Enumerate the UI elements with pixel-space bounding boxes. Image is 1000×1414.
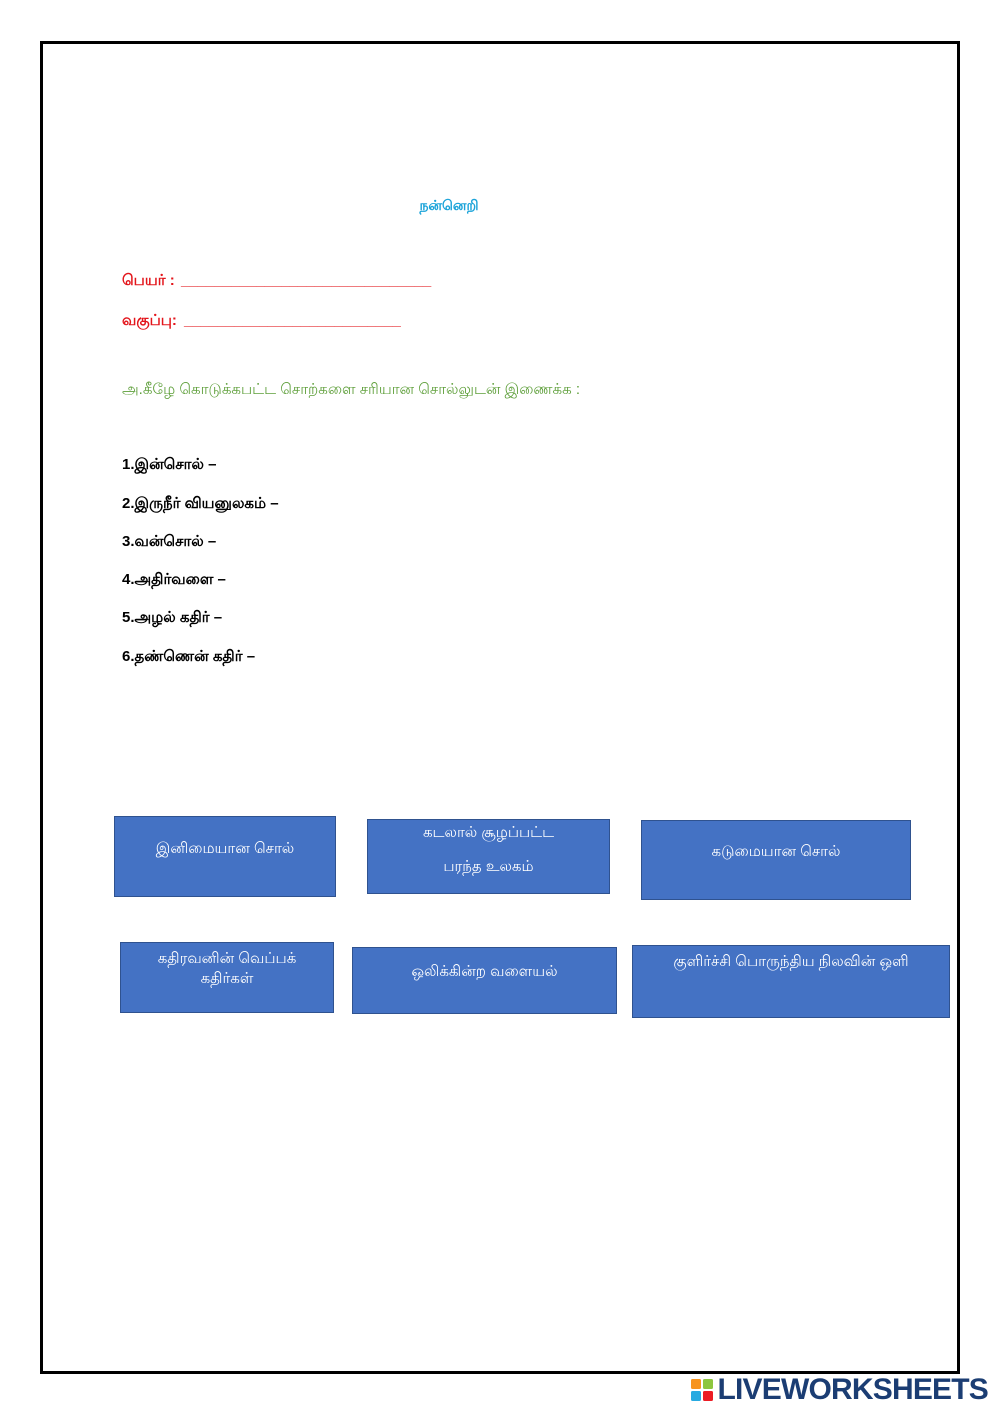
answer-box-text: பரந்த உலகம் bbox=[443, 858, 534, 875]
liveworksheets-logo[interactable] bbox=[688, 1374, 988, 1406]
answer-box-text: குளிர்ச்சி பொருந்திய நிலவின் ஒளி bbox=[673, 953, 909, 970]
class-blank-line: __________________________ bbox=[184, 312, 401, 329]
answer-box-4[interactable] bbox=[120, 942, 334, 1013]
answer-box-3[interactable] bbox=[641, 820, 911, 900]
worksheet-title: நன்னெறி bbox=[419, 197, 479, 213]
question-item-5: 5.அழல் கதிர் – bbox=[122, 609, 223, 626]
answer-box-text: ஒலிக்கின்ற வளையல் bbox=[411, 963, 558, 980]
question-item-1: 1.இன்சொல் – bbox=[122, 456, 217, 473]
question-item-2: 2.இருநீர் வியனுலகம் – bbox=[122, 495, 279, 512]
answer-box-text: இனிமையான சொல் bbox=[155, 840, 295, 857]
name-label: பெயர் : bbox=[122, 272, 175, 289]
page-border bbox=[40, 41, 960, 1374]
answer-box-5[interactable] bbox=[352, 947, 617, 1014]
instruction-text: அ.கீழே கொடுக்கபட்ட சொற்களை சரியான சொல்லுடன் இணைக்க : bbox=[122, 381, 581, 398]
name-blank-line: ______________________________ bbox=[181, 272, 432, 289]
answer-box-text: கதிரவனின் வெப்பக் bbox=[157, 950, 297, 967]
answer-box-text: கடலால் சூழப்பட்ட bbox=[422, 824, 555, 841]
logo-text: LIVEWORKSHEETS bbox=[717, 1373, 988, 1406]
question-item-6: 6.தண்ணென் கதிர் – bbox=[122, 648, 256, 665]
class-label: வகுப்பு: bbox=[122, 312, 177, 329]
question-item-4: 4.அதிர்வளை – bbox=[122, 571, 226, 588]
question-item-3: 3.வன்சொல் – bbox=[122, 533, 217, 550]
answer-box-1[interactable] bbox=[114, 816, 336, 897]
answer-box-text: கதிர்கள் bbox=[200, 970, 254, 987]
answer-box-6[interactable] bbox=[632, 945, 950, 1018]
liveworksheets-logo-icon bbox=[691, 1379, 713, 1401]
answer-box-2[interactable] bbox=[367, 819, 610, 894]
answer-box-text: கடுமையான சொல் bbox=[711, 843, 841, 860]
